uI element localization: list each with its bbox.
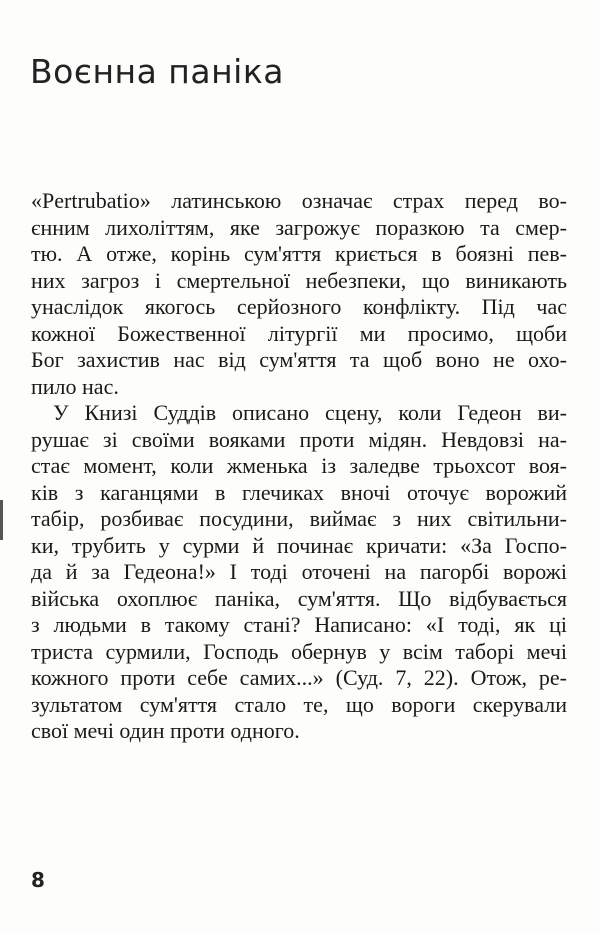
- text-line: триста сурмили, Господь обернув у всім таборі мечі: [31, 638, 567, 664]
- chapter-title: Воєнна паніка: [30, 52, 284, 91]
- text-line: зультатом сум'яття стало те, що вороги скерували: [31, 691, 567, 717]
- scan-edge-mark: [0, 500, 3, 540]
- text-line: пило нас.: [31, 373, 119, 399]
- text-line: війська охоплює паніка, сум'яття. Що відбувається: [31, 585, 567, 611]
- paragraph-2: [31, 400, 567, 745]
- text-line: рушає зі своїми вояками проти мідян. Невдовзі на-: [31, 426, 567, 452]
- text-line: «Pertrubatio» латинською означає страх перед во-: [31, 188, 567, 213]
- text-line: табір, розбиває посудини, виймає з них світильни-: [31, 506, 567, 531]
- text-line: єнним лихоліттям, яке загрожує поразкою та смер-: [31, 214, 567, 240]
- text-line: стає момент, коли жменька із заледве трьохсот воя-: [31, 453, 567, 478]
- text-line: да й за Гедеона!» І тоді оточені на пагорбі ворожі: [31, 559, 567, 584]
- text-line: з людьми в такому стані? Написано: «І тоді, як ці: [31, 612, 567, 637]
- text-line: унаслідок якогось серйозного конфлікту. Під час: [31, 294, 567, 319]
- page-number: 8: [31, 868, 45, 892]
- body-text: [31, 188, 567, 745]
- text-line: Бог захистив нас від сум'яття та щоб воно не охо-: [31, 347, 567, 372]
- text-line: свої мечі один проти одного.: [31, 718, 300, 743]
- text-line: ки, трубить у сурми й починає кричати: «За Госпо-: [31, 532, 567, 558]
- text-line: ків з каганцями в глечиках вночі оточує ворожий: [31, 479, 567, 505]
- text-line: кожного проти себе самих...» (Суд. 7, 22). Отож, ре-: [31, 665, 567, 690]
- text-line: кожної Божественної літургії ми просимо, щоби: [31, 320, 567, 346]
- text-line: них загроз і смертельної небезпеки, що виникають: [31, 267, 567, 293]
- paragraph-1: [31, 188, 567, 400]
- text-line: У Книзі Суддів описано сцену, коли Гедеон ви-: [53, 400, 567, 425]
- text-line: тю. А отже, корінь сум'яття криється в боязні пев-: [31, 241, 567, 266]
